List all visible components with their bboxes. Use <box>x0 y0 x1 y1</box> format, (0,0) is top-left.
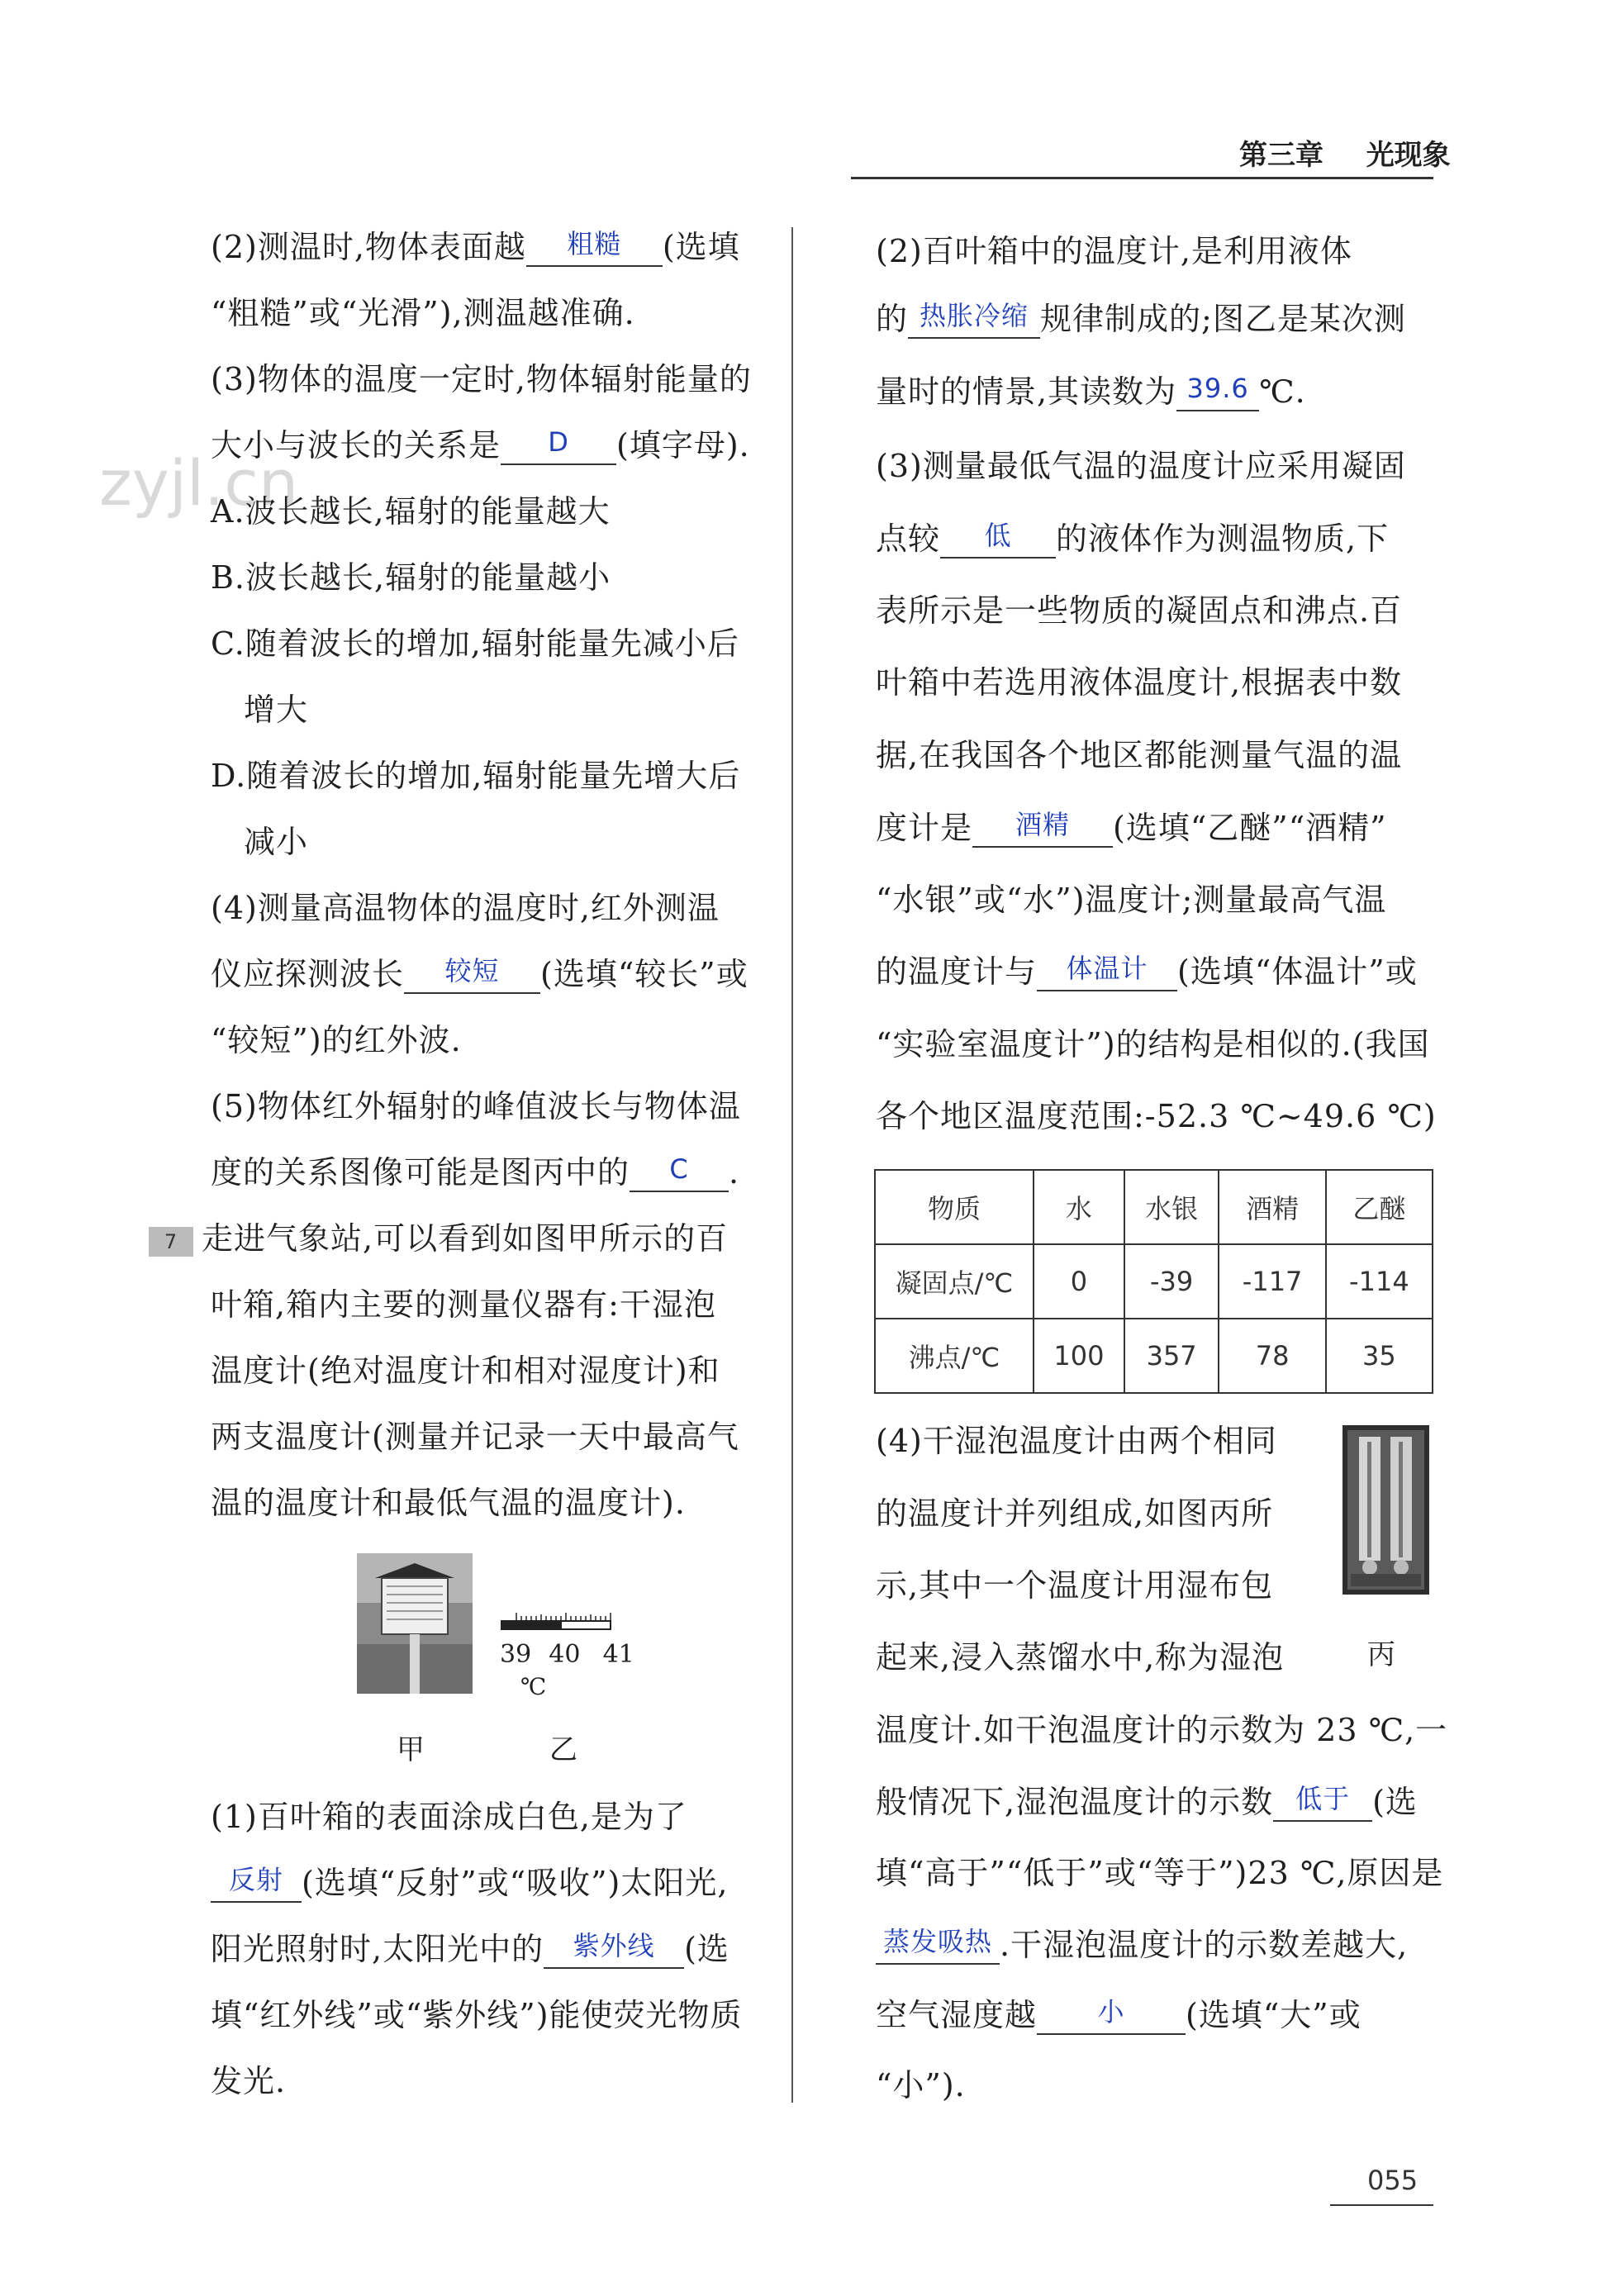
chapter-header <box>1239 132 1451 173</box>
answer-text: 酒精 <box>1015 809 1071 840</box>
left-q2-line1: (2)测温时,物体表面越 粗糙 (选填 <box>211 228 740 265</box>
thermometer-unit: ℃ <box>520 1673 547 1700</box>
option-d-line2: 减小 <box>244 824 309 860</box>
right-q3-line6: 度计是 酒精 (选填“乙醚”“酒精” <box>876 809 1387 846</box>
answer-blank[interactable] <box>1037 952 1177 991</box>
q7-line4: 两支温度计(测量并记录一天中最高气 <box>211 1419 739 1455</box>
right-q4-line3: 示,其中一个温度计用湿布包 <box>876 1567 1274 1604</box>
option-a: A.波长越长,辐射的能量越大 <box>211 493 611 530</box>
right-q2-line3: 量时的情景,其读数为 39.6 ℃. <box>876 373 1306 410</box>
answer-text: 蒸发吸热 <box>882 1926 992 1957</box>
answer-blank[interactable] <box>1176 372 1259 411</box>
right-q4-line7: 填“高于”“低于”或“等于”)23 ℃,原因是 <box>876 1855 1444 1891</box>
answer-blank[interactable] <box>526 227 663 267</box>
q7-line2: 叶箱,箱内主要的测量仪器有:干湿泡 <box>211 1286 716 1323</box>
table-header-cell: 水银 <box>1124 1170 1219 1244</box>
table-header-cell: 酒精 <box>1219 1170 1325 1244</box>
right-q3-line8: 的温度计与 体温计 (选填“体温计”或 <box>876 953 1418 990</box>
table-cell: 78 <box>1219 1319 1325 1393</box>
p1-line2: 反射 (选填“反射”或“吸收”)太阳光, <box>211 1863 728 1903</box>
left-q5-line1: (5)物体红外辐射的峰值波长与物体温 <box>211 1088 741 1124</box>
table-row <box>875 1244 1433 1319</box>
answer-blank[interactable] <box>1037 1995 1186 2035</box>
p1-line5: 发光. <box>211 2063 287 2099</box>
answer-text: D <box>548 426 569 458</box>
chapter-label: 第三章 <box>1239 139 1323 172</box>
answer-blank[interactable] <box>876 1925 1000 1965</box>
left-q4-line2: 仪应探测波长 较短 (选填“较长”或 <box>211 955 748 992</box>
right-q4-line8: 蒸发吸热 .干湿泡温度计的示数差越大, <box>876 1925 1408 1965</box>
right-q3-line5: 据,在我国各个地区都能测量气温的温 <box>876 737 1403 773</box>
answer-blank[interactable] <box>630 1153 729 1192</box>
tick-label: 41 <box>602 1640 634 1669</box>
table-cell: 凝固点/℃ <box>875 1244 1034 1319</box>
question-number: 7 <box>149 1227 193 1257</box>
answer-blank[interactable] <box>908 299 1040 339</box>
p1-line1: (1)百叶箱的表面涂成白色,是为了 <box>211 1799 687 1835</box>
table-header-cell: 水 <box>1034 1170 1124 1244</box>
left-q4-line1: (4)测量高温物体的温度时,红外测温 <box>211 890 720 926</box>
figure-label-yi: 乙 <box>549 1733 577 1766</box>
left-q5-line2: 度的关系图像可能是图丙中的 C . <box>211 1153 740 1191</box>
weather-station-photo <box>357 1553 473 1694</box>
answer-text: 热胀冷缩 <box>920 300 1029 331</box>
figure-label-bing: 丙 <box>1367 1638 1395 1671</box>
answer-text: 反射 <box>228 1864 283 1895</box>
right-q2-line1: (2)百叶箱中的温度计,是利用液体 <box>876 233 1352 269</box>
answer-blank[interactable] <box>501 425 616 465</box>
answer-text: 低 <box>984 520 1012 551</box>
table-row <box>875 1319 1433 1393</box>
table-cell: -117 <box>1219 1244 1325 1319</box>
answer-text: 小 <box>1097 1996 1125 2027</box>
option-c-line1: C.随着波长的增加,辐射能量先减小后 <box>211 625 739 662</box>
watermark: zyjl.cn <box>99 446 299 520</box>
answer-blank[interactable] <box>544 1929 684 1969</box>
header-rule <box>851 177 1433 179</box>
right-q3-line3: 表所示是一些物质的凝固点和沸点.百 <box>876 592 1403 629</box>
right-q3-line7: “水银”或“水”)温度计;测量最高气温 <box>876 882 1387 918</box>
table-cell: 35 <box>1326 1319 1433 1393</box>
table-cell: 沸点/℃ <box>875 1319 1034 1393</box>
right-q3-line4: 叶箱中若选用液体温度计,根据表中数 <box>876 664 1403 701</box>
thermometer-tick-labels <box>500 1640 634 1669</box>
left-q3-line2: 大小与波长的关系是 D (填字母). <box>211 426 750 463</box>
q7-line5: 温的温度计和最低气温的温度计). <box>211 1485 686 1521</box>
table-cell: -114 <box>1326 1244 1433 1319</box>
option-d-line1: D.随着波长的增加,辐射能量先增大后 <box>211 758 741 794</box>
table-header-row <box>875 1170 1433 1244</box>
wet-dry-thermometer-photo <box>1342 1425 1429 1595</box>
table-cell: -39 <box>1124 1244 1219 1319</box>
left-q4-line3: “较短”)的红外波. <box>211 1022 462 1058</box>
tick-label: 40 <box>549 1640 581 1669</box>
right-q4-line4: 起来,浸入蒸馏水中,称为湿泡 <box>876 1639 1285 1676</box>
answer-text: 粗糙 <box>567 228 622 259</box>
chapter-title: 光现象 <box>1366 139 1451 172</box>
right-q3-line1: (3)测量最低气温的温度计应采用凝固 <box>876 448 1406 484</box>
p1-line3: 阳光照射时,太阳光中的 紫外线 (选 <box>211 1930 729 1967</box>
left-q2-line2: “粗糙”或“光滑”),测温越准确. <box>211 295 635 331</box>
answer-text: C <box>669 1153 689 1185</box>
answer-blank[interactable] <box>211 1863 302 1903</box>
answer-blank[interactable] <box>404 954 540 994</box>
figure-label-jia: 甲 <box>397 1733 425 1766</box>
tick-label: 39 <box>500 1640 532 1669</box>
answer-text: 39.6 <box>1186 373 1249 404</box>
q7-line1: 7 走进气象站,可以看到如图甲所示的百 <box>149 1219 728 1258</box>
q7-line3: 温度计(绝对温度计和相对湿度计)和 <box>211 1352 720 1389</box>
properties-table <box>874 1169 1433 1394</box>
right-q4-line2: 的温度计并列组成,如图丙所 <box>876 1495 1274 1532</box>
table-cell: 0 <box>1034 1244 1124 1319</box>
page-number: 055 <box>1367 2165 1419 2196</box>
table-header-cell: 乙醚 <box>1326 1170 1433 1244</box>
right-q3-line9: “实验室温度计”)的结构是相似的.(我国 <box>876 1026 1430 1062</box>
right-q2-line2: 的 热胀冷缩 规律制成的;图乙是某次测 <box>876 300 1406 337</box>
column-divider <box>791 227 793 2103</box>
answer-text: 低于 <box>1295 1783 1351 1814</box>
answer-blank[interactable] <box>1273 1782 1372 1822</box>
answer-text: 较短 <box>444 955 500 986</box>
option-b: B.波长越长,辐射的能量越小 <box>211 559 611 596</box>
right-q4-line5: 温度计.如干泡温度计的示数为 23 ℃,一 <box>876 1712 1448 1748</box>
option-c-line2: 增大 <box>244 692 309 728</box>
answer-text: 体温计 <box>1066 953 1148 984</box>
right-q4-line6: 般情况下,湿泡温度计的示数 低于 (选 <box>876 1783 1418 1820</box>
table-cell: 357 <box>1124 1319 1219 1393</box>
table-header-cell: 物质 <box>875 1170 1034 1244</box>
page-number-rule <box>1330 2204 1433 2206</box>
right-q4-line10: “小”). <box>876 2067 966 2103</box>
answer-blank[interactable] <box>940 519 1056 559</box>
answer-blank[interactable] <box>972 808 1113 848</box>
right-q4-line9: 空气湿度越 小 (选填“大”或 <box>876 1996 1362 2033</box>
table-cell: 100 <box>1034 1319 1124 1393</box>
p1-line4: 填“红外线”或“紫外线”)能使荧光物质 <box>211 1997 743 2033</box>
answer-text: 紫外线 <box>573 1930 655 1961</box>
right-q4-line1: (4)干湿泡温度计由两个相同 <box>876 1423 1277 1459</box>
right-q3-line10: 各个地区温度范围:-52.3 ℃~49.6 ℃) <box>876 1098 1437 1134</box>
left-q3-line1: (3)物体的温度一定时,物体辐射能量的 <box>211 361 752 397</box>
right-q3-line2: 点较 低 的液体作为测温物质,下 <box>876 520 1390 557</box>
